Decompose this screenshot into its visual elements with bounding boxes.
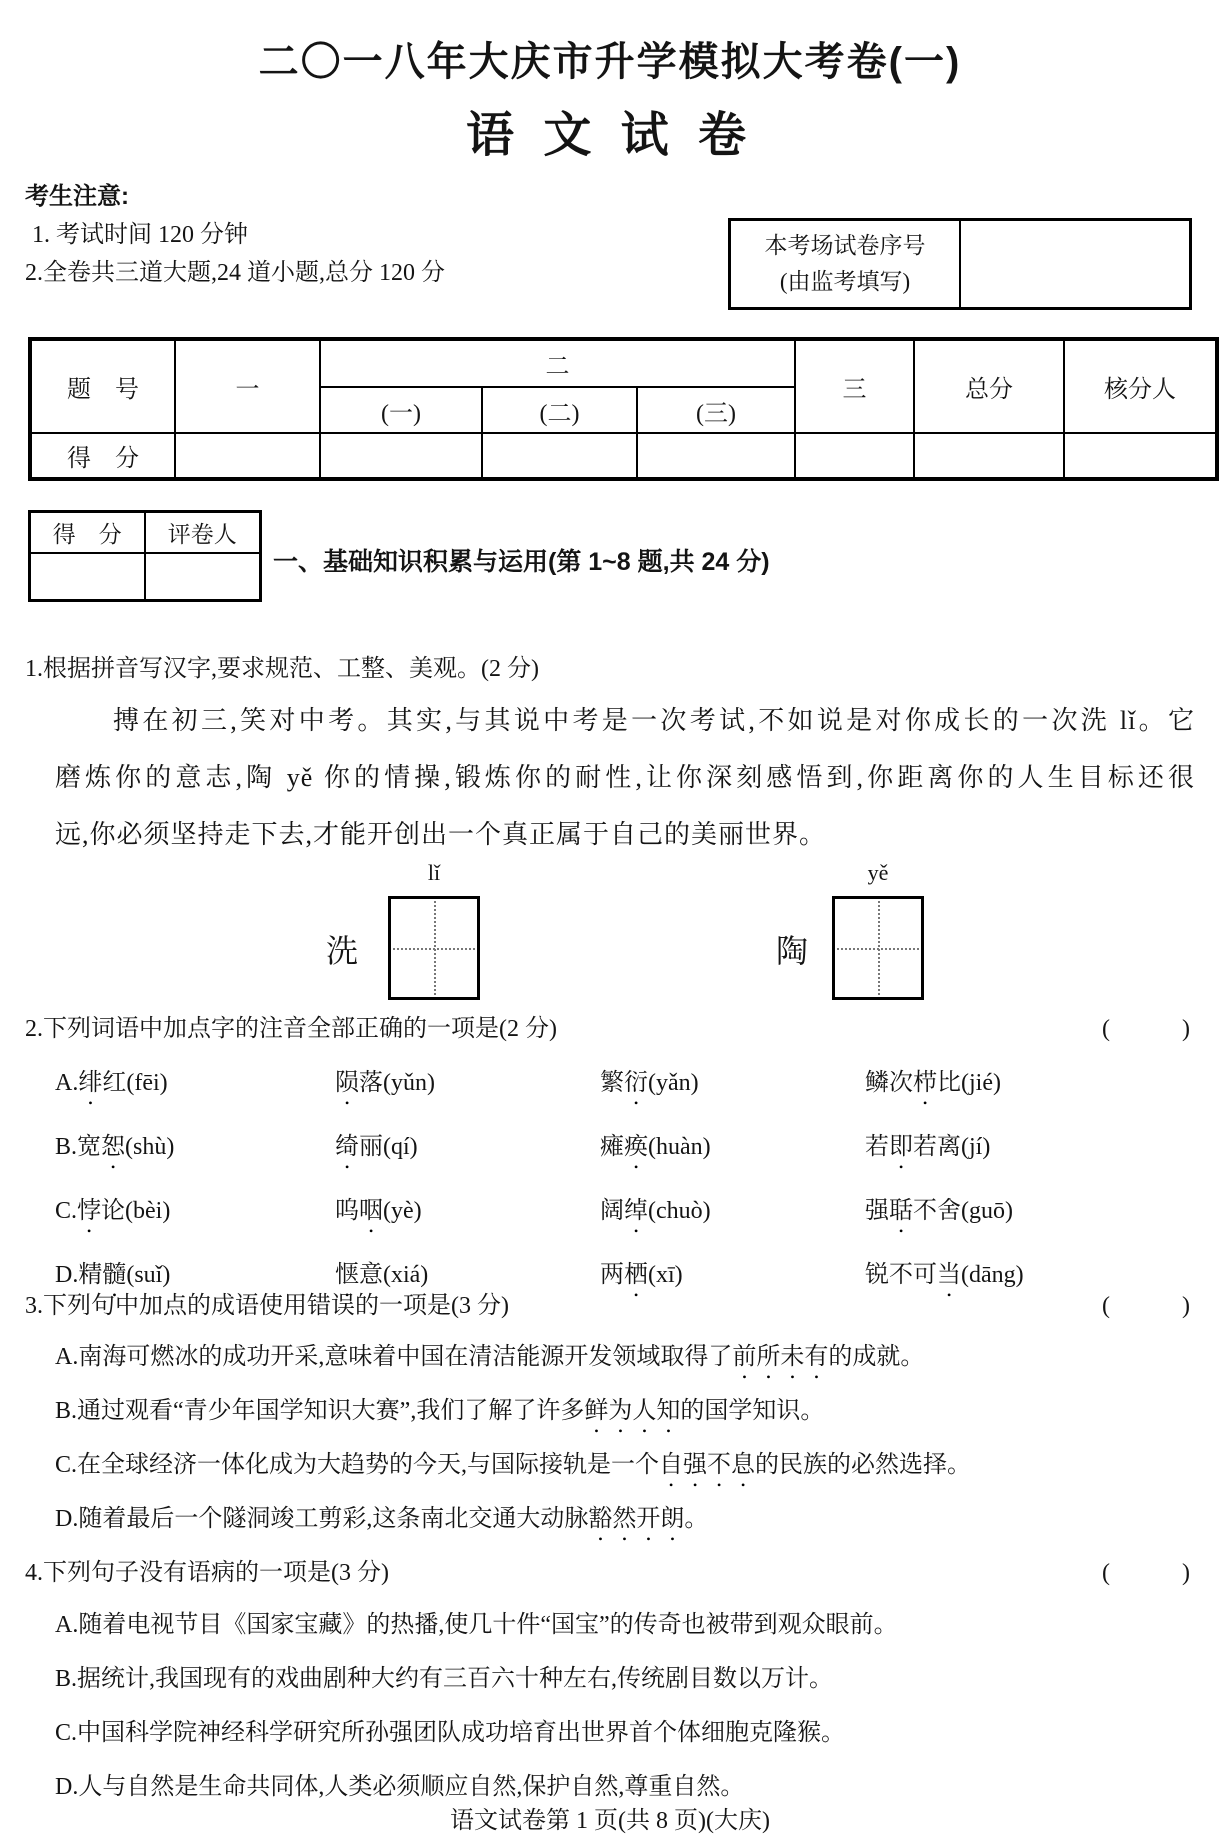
- q3-stem: 3.下列句中加点的成语使用错误的一项是(3 分): [25, 1293, 509, 1319]
- score-table-col-two: 二: [320, 339, 795, 387]
- grader-box-score-label: 得 分: [30, 512, 145, 554]
- serial-number-box: [728, 218, 1192, 310]
- score-cell[interactable]: [482, 433, 637, 479]
- q3-option: D.随着最后一个隧洞竣工剪彩,这条南北交通大动脉豁然开朗。: [55, 1506, 709, 1532]
- q2-cell: 陨落(yǔn): [335, 1070, 435, 1096]
- option-label: D.: [55, 1506, 79, 1532]
- char-label: 洗: [326, 933, 359, 969]
- q2-cell: B.宽恕(shù): [55, 1134, 175, 1160]
- q2-cell: 锐不可当(dāng): [865, 1262, 1024, 1288]
- grader-box-score-cell[interactable]: [30, 553, 145, 601]
- page-subtitle: 语 文 试 卷: [465, 109, 754, 162]
- option-label: A.: [55, 1070, 79, 1096]
- score-cell[interactable]: [175, 433, 320, 479]
- q2-cell: 阔绰(chuò): [600, 1198, 711, 1224]
- notice-item: 1. 考试时间 120 分钟: [32, 222, 248, 248]
- option-label: C.: [55, 1198, 78, 1224]
- score-table-sub3: (三): [637, 387, 795, 433]
- option-label: B.: [55, 1134, 78, 1160]
- q2-cell: 若即若离(jí): [865, 1134, 991, 1160]
- q2-cell: A.绯红(fēi): [55, 1070, 168, 1096]
- q4-option: B.据统计,我国现有的戏曲剧种大约有三百六十种左右,传统剧目数以万计。: [55, 1666, 834, 1692]
- q1-stem: 1.根据拼音写汉字,要求规范、工整、美观。(2 分): [25, 656, 539, 682]
- q1-passage-line: 远,你必须坚持走下去,才能开创出一个真正属于自己的美丽世界。: [55, 820, 827, 849]
- pinyin-label: yě: [867, 860, 889, 885]
- score-table-sub1: (一): [320, 387, 482, 433]
- grader-box-grader-label: 评卷人: [145, 512, 261, 554]
- write-box[interactable]: [832, 896, 924, 1000]
- page-title: 二〇一八年大庆市升学模拟大考卷(一): [258, 40, 962, 84]
- q2-cell: 繁衍(yǎn): [600, 1070, 699, 1096]
- q2-cell: 强聒不舍(guō): [865, 1198, 1013, 1224]
- write-box-guide-hline: [393, 948, 475, 950]
- q2-option-row: [0, 1126, 1220, 1168]
- q2-option-row: [0, 1062, 1220, 1104]
- notice-heading: 考生注意:: [25, 183, 129, 210]
- q2-cell: 瘫痪(huàn): [600, 1134, 711, 1160]
- q3-option: C.在全球经济一体化成为大趋势的今天,与国际接轨是一个自强不息的民族的必然选择。: [55, 1452, 972, 1478]
- q4-option: C.中国科学院神经科学研究所孙强团队成功培育出世界首个体细胞克隆猴。: [55, 1720, 846, 1746]
- score-cell[interactable]: [637, 433, 795, 479]
- answer-bracket[interactable]: ( ): [1102, 1016, 1190, 1042]
- score-cell[interactable]: [1064, 433, 1217, 479]
- q1-passage-line: 搏在初三,笑对中考。其实,与其说中考是一次考试,不如说是对你成长的一次洗 lǐ。它: [113, 706, 1195, 735]
- option-label: B.: [55, 1666, 78, 1692]
- score-table-header-label: 题 号: [30, 339, 175, 433]
- q2-cell: 惬意(xiá): [335, 1262, 429, 1288]
- score-table: [28, 337, 1219, 481]
- option-label: A.: [55, 1344, 79, 1370]
- score-table-col-total: 总分: [914, 339, 1064, 433]
- serial-box-label: [731, 221, 961, 307]
- char-label: 陶: [776, 933, 809, 969]
- q2-option-row: [0, 1190, 1220, 1232]
- q2-cell: 鳞次栉比(jié): [865, 1070, 1001, 1096]
- q2-cell: 呜咽(yè): [335, 1198, 422, 1224]
- answer-bracket[interactable]: ( ): [1102, 1293, 1190, 1319]
- score-cell[interactable]: [320, 433, 482, 479]
- q3-option: B.通过观看“青少年国学知识大赛”,我们了解了许多鲜为人知的国学知识。: [55, 1398, 825, 1424]
- score-table-col-checker: 核分人: [1064, 339, 1217, 433]
- q1-passage-line: 磨炼你的意志,陶 yě 你的情操,锻炼你的耐性,让你深刻感悟到,你距离你的人生目标还很: [55, 763, 1195, 792]
- serial-number-input-cell[interactable]: [961, 221, 1189, 307]
- section1-heading: 一、基础知识积累与运用(第 1~8 题,共 24 分): [273, 548, 770, 576]
- serial-box-label-line1: 本考场试卷序号: [764, 233, 926, 259]
- q2-stem: 2.下列词语中加点字的注音全部正确的一项是(2 分): [25, 1016, 557, 1042]
- page-footer: 语文试卷第 1 页(共 8 页)(大庆): [450, 1808, 770, 1834]
- score-table-col-one: 一: [175, 339, 320, 433]
- pinyin-label: lǐ: [427, 860, 441, 885]
- option-label: C.: [55, 1452, 78, 1478]
- q4-stem: 4.下列句子没有语病的一项是(3 分): [25, 1560, 389, 1586]
- q2-cell: 两栖(xī): [600, 1262, 683, 1288]
- score-cell[interactable]: [914, 433, 1064, 479]
- grader-box: [28, 510, 262, 602]
- option-label: A.: [55, 1612, 79, 1638]
- option-label: D.: [55, 1774, 79, 1800]
- serial-box-label-line2: (由监考填写): [779, 269, 911, 294]
- grader-box-grader-cell[interactable]: [145, 553, 261, 601]
- option-label: D.: [55, 1262, 79, 1288]
- notice-item: 2.全卷共三道大题,24 道小题,总分 120 分: [25, 260, 445, 286]
- q4-option: A.随着电视节目《国家宝藏》的热播,使几十件“国宝”的传奇也被带到观众眼前。: [55, 1612, 898, 1638]
- q3-option: A.南海可燃冰的成功开采,意味着中国在清洁能源开发领域取得了前所未有的成就。: [55, 1344, 925, 1370]
- score-table-score-label: 得 分: [30, 433, 175, 479]
- q4-option: D.人与自然是生命共同体,人类必须顺应自然,保护自然,尊重自然。: [55, 1774, 745, 1800]
- answer-bracket[interactable]: ( ): [1102, 1560, 1190, 1586]
- score-table-col-three: 三: [795, 339, 914, 433]
- score-cell[interactable]: [795, 433, 914, 479]
- score-table-sub2: (二): [482, 387, 637, 433]
- q2-cell: 绮丽(qí): [335, 1134, 418, 1160]
- option-label: B.: [55, 1398, 78, 1424]
- write-box[interactable]: [388, 896, 480, 1000]
- q2-cell: C.悖论(bèi): [55, 1198, 171, 1224]
- option-label: C.: [55, 1720, 78, 1746]
- q2-cell: D.精髓(suǐ): [55, 1262, 171, 1288]
- write-box-guide-hline: [837, 948, 919, 950]
